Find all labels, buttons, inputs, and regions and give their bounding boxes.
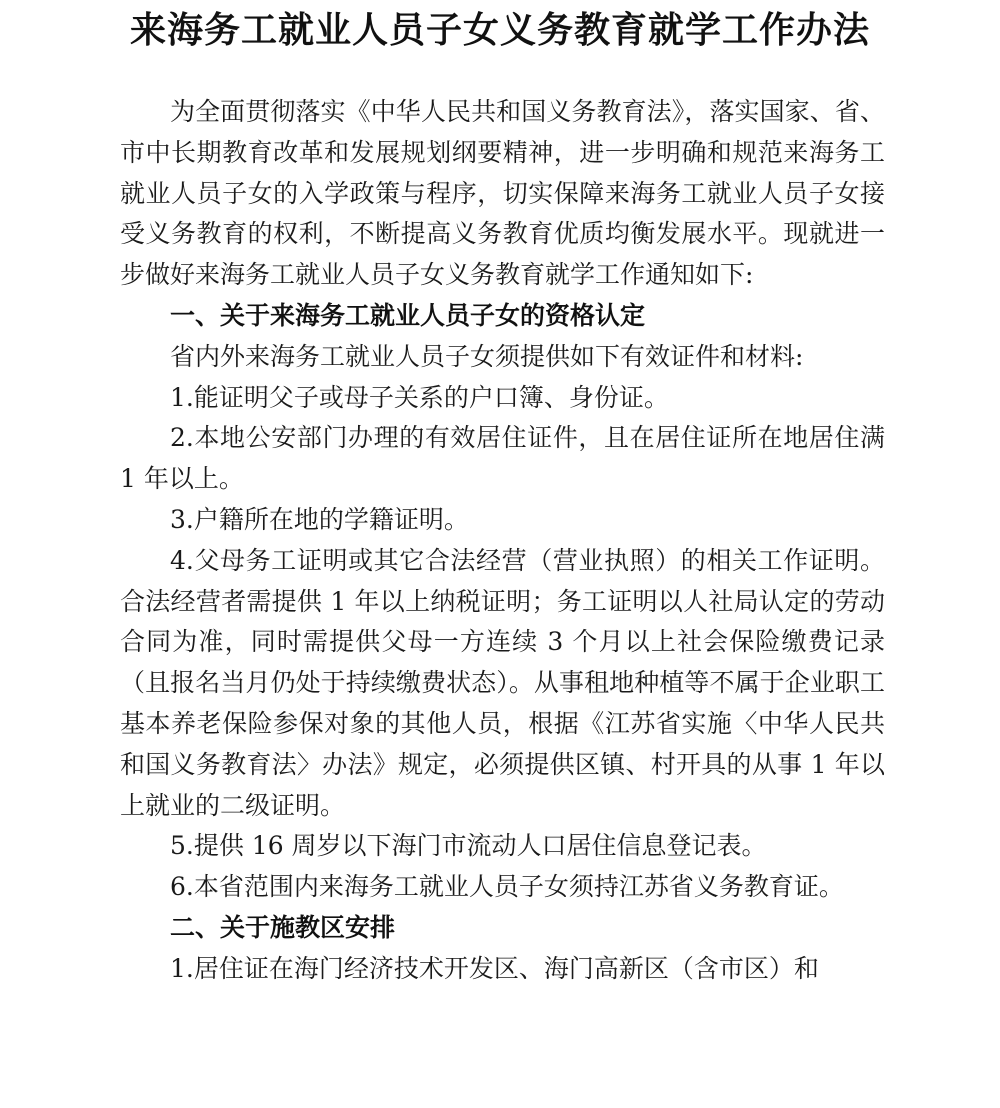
section-heading-school-district: 二、关于施教区安排 <box>170 912 396 942</box>
section-lead-qualification: 省内外来海务工就业人员子女须提供如下有效证件和材料: <box>170 341 804 371</box>
document-title: 来海务工就业人员子女义务教育就学工作办法 <box>129 9 870 51</box>
document-body <box>120 92 885 990</box>
list-item: 3.户籍所在地的学籍证明。 <box>170 504 469 534</box>
list-item: 2.本地公安部门办理的有效居住证件，且在居住证所在地居住满 1 年以上。 <box>120 423 885 494</box>
list-item: 1.能证明父子或母子关系的户口簿、身份证。 <box>170 382 669 412</box>
list-item: 1.居住证在海门经济技术开发区、海门高新区（含市区）和 <box>170 953 819 983</box>
list-item: 6.本省范围内来海务工就业人员子女须持江苏省义务教育证。 <box>170 872 844 902</box>
list-item: 5.提供 16 周岁以下海门市流动人口居住信息登记表。 <box>170 831 767 861</box>
list-item: 4.父母务工证明或其它合法经营（营业执照）的相关工作证明。合法经营者需提供 1 年以上纳税证明；务工证明以人社局认定的劳动合同为准，同时需提供父母一方连续 3 个月以上社会保险缴费记录（且报名当月仍处于持续缴费状态）。从事租地种植等不属于企业职工基本养老保险参保对象的其他人员，根据《江苏省实施〈中华人民共和国义务教育法〉办法》规定，必须提供区镇、村开具的从事 1 年以上就业的二级证明。 <box>120 545 885 820</box>
section-heading-qualification: 一、关于来海务工就业人员子女的资格认定 <box>170 300 646 330</box>
intro-paragraph: 为全面贯彻落实《中华人民共和国义务教育法》，落实国家、省、市中长期教育改革和发展规划纲要精神，进一步明确和规范来海务工就业人员子女的入学政策与程序，切实保障来海务工就业人员子女接受义务教育的权利，不断提高义务教育优质均衡发展水平。现就进一步做好来海务工就业人员子女义务教育就学工作通知如下: <box>120 97 885 290</box>
